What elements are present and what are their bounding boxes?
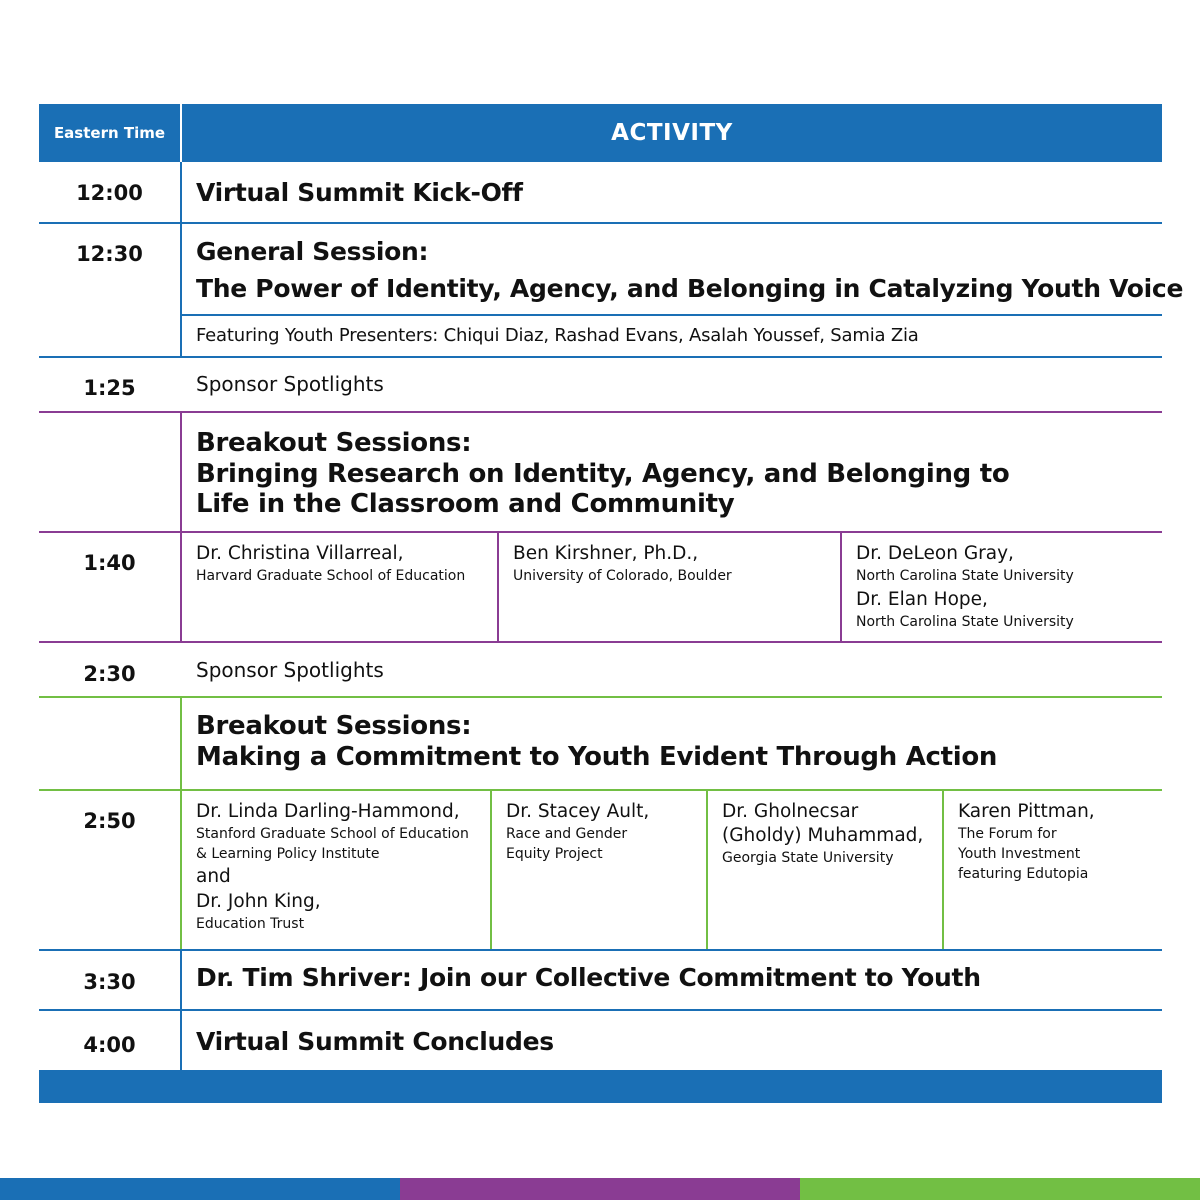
footer-strip-green: [800, 1178, 1200, 1200]
divider: [706, 789, 708, 950]
speaker-card: [196, 542, 465, 586]
speaker-affiliation: Youth Investment: [958, 846, 1081, 862]
speaker-affiliation: Stanford Graduate School of Education: [196, 826, 469, 842]
speaker-affiliation: North Carolina State University: [856, 614, 1074, 630]
breakout1-title-line3: Life in the Classroom and Community: [196, 489, 735, 519]
row-divider: [39, 411, 1162, 413]
shriver-title: Dr. Tim Shriver: Join our Collective Commitment to Youth: [196, 963, 981, 992]
spotlight2-title: Sponsor Spotlights: [196, 658, 384, 682]
time-shriver: 3:30: [83, 970, 136, 994]
speaker-card: [506, 800, 649, 864]
speaker-name: Dr. Linda Darling-Hammond,: [196, 801, 460, 822]
breakout1-title-line2: Bringing Research on Identity, Agency, and Belonging to: [196, 459, 1010, 489]
speaker-affiliation: North Carolina State University: [856, 568, 1074, 584]
row-divider: [39, 789, 1162, 791]
speaker-name: Dr. Elan Hope,: [856, 589, 988, 610]
speaker-card: [958, 800, 1095, 884]
table-footer-bar: [39, 1070, 1162, 1103]
divider: [497, 531, 499, 642]
time-breakout1: 1:40: [83, 551, 136, 575]
speaker-name: Dr. Gholnecsar: [722, 801, 859, 822]
speaker-affiliation: & Learning Policy Institute: [196, 846, 380, 862]
breakout1-title-line1: Breakout Sessions:: [196, 428, 472, 458]
row-divider: [39, 696, 1162, 698]
time-spotlight1: 1:25: [83, 376, 136, 400]
featuring-presenters: Featuring Youth Presenters: Chiqui Diaz, Rashad Evans, Asalah Youssef, Samia Zia: [196, 325, 919, 346]
divider: [840, 531, 842, 642]
divider: [490, 789, 492, 950]
row-divider: [39, 641, 1162, 643]
speaker-name: Karen Pittman,: [958, 801, 1095, 822]
speaker-affiliation: Equity Project: [506, 846, 603, 862]
time-general: 12:30: [76, 242, 143, 266]
time-breakout2: 2:50: [83, 809, 136, 833]
general-title-line1: General Session:: [196, 237, 429, 266]
speaker-card: [513, 542, 732, 586]
general-title-line2: The Power of Identity, Agency, and Belonging in Catalyzing Youth Voice: [196, 274, 1184, 303]
header-activity: ACTIVITY: [182, 104, 1162, 162]
speaker-name: Ben Kirshner, Ph.D.,: [513, 543, 699, 564]
speaker-name: Dr. DeLeon Gray,: [856, 543, 1014, 564]
time-conclude: 4:00: [83, 1033, 136, 1057]
conclude-title: Virtual Summit Concludes: [196, 1027, 554, 1056]
spotlight1-title: Sponsor Spotlights: [196, 372, 384, 396]
speaker-name: Dr. John King,: [196, 891, 321, 912]
breakout2-title-line1: Breakout Sessions:: [196, 711, 472, 741]
speaker-affiliation: University of Colorado, Boulder: [513, 568, 732, 584]
time-spotlight2: 2:30: [83, 662, 136, 686]
speaker-affiliation: Georgia State University: [722, 850, 894, 866]
row-divider: [39, 1009, 1162, 1011]
breakout2-title-line2: Making a Commitment to Youth Evident Through Action: [196, 742, 998, 772]
row-divider: [182, 314, 1162, 316]
row-divider: [39, 949, 1162, 951]
speaker-card: [722, 800, 923, 868]
row-divider: [39, 356, 1162, 358]
divider: [180, 412, 182, 643]
speaker-name: Dr. Christina Villarreal,: [196, 543, 404, 564]
row-divider: [39, 222, 1162, 224]
speaker-name: (Gholdy) Muhammad,: [722, 825, 924, 846]
speaker-affiliation: Harvard Graduate School of Education: [196, 568, 466, 584]
speaker-card: [196, 800, 469, 934]
footer-strip-purple: [400, 1178, 800, 1200]
footer-strip-blue: [0, 1178, 400, 1200]
divider: [180, 162, 182, 357]
divider: [180, 697, 182, 950]
speaker-affiliation: featuring Edutopia: [958, 866, 1089, 882]
divider: [942, 789, 944, 950]
speaker-affiliation: Race and Gender: [506, 826, 628, 842]
kickoff-title: Virtual Summit Kick-Off: [196, 178, 523, 207]
speaker-name: Dr. Stacey Ault,: [506, 801, 650, 822]
row-divider: [39, 531, 1162, 533]
time-kickoff: 12:00: [76, 181, 143, 205]
and-text: and: [196, 866, 231, 887]
header-time: Eastern Time: [39, 104, 180, 162]
speaker-card: [856, 542, 1074, 632]
speaker-affiliation: Education Trust: [196, 916, 305, 932]
speaker-affiliation: The Forum for: [958, 826, 1057, 842]
